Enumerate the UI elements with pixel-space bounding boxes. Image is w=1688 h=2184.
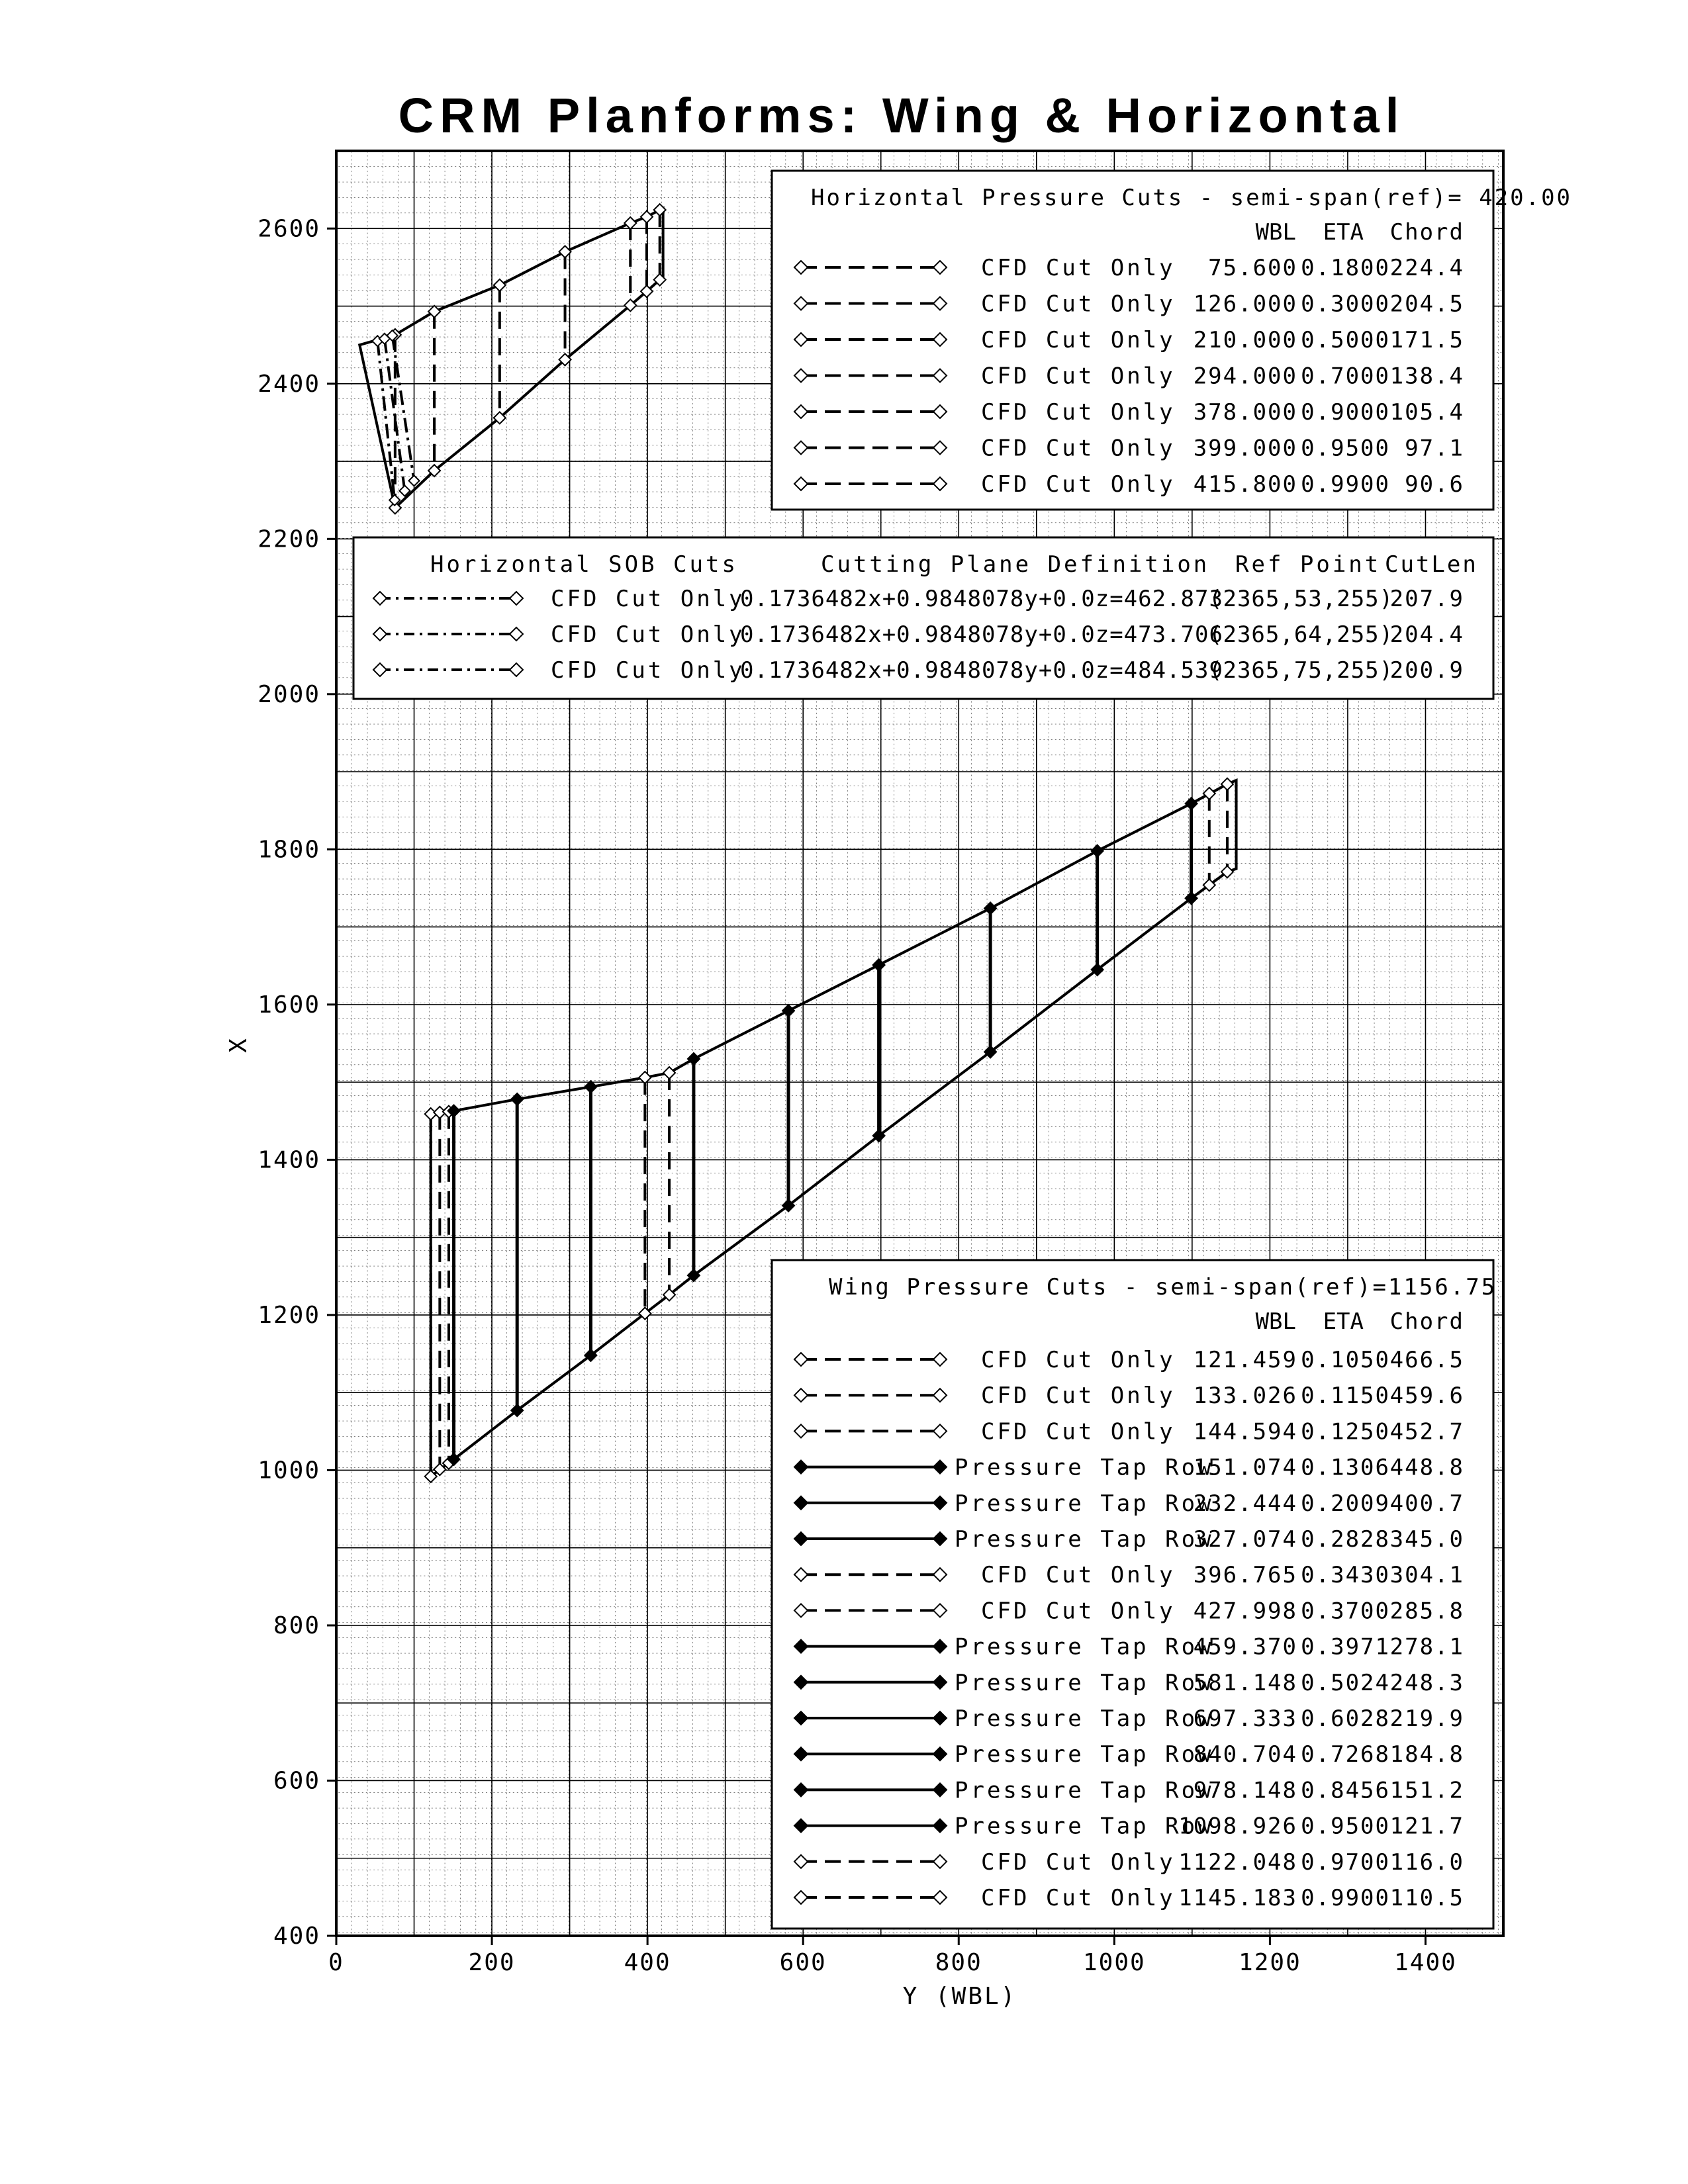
legend-wbl: 459.370 <box>1193 1633 1297 1661</box>
x-tick-label: 200 <box>468 1949 516 1976</box>
legend-cut-name: CFD Cut Only <box>981 291 1176 318</box>
legend-cut-name: Pressure Tap Row <box>955 1454 1214 1481</box>
legend-wbl: 396.765 <box>1193 1562 1297 1589</box>
legend-wbl: 581.148 <box>1193 1669 1297 1696</box>
x-tick-label: 600 <box>779 1949 827 1976</box>
y-tick-label: 1000 <box>258 1457 320 1484</box>
y-tick-label: 1800 <box>258 836 320 864</box>
legend-eta: 0.1800 <box>1301 255 1390 281</box>
legend-chord: 121.7 <box>1389 1813 1464 1840</box>
legend-cut-name: Pressure Tap Row <box>955 1526 1214 1553</box>
y-tick-label: 400 <box>273 1923 320 1950</box>
legend-wbl: 1145.183 <box>1178 1885 1297 1911</box>
legend-cut-name: Pressure Tap Row <box>955 1813 1214 1840</box>
legend-eta: 0.3971 <box>1301 1633 1390 1661</box>
legend-wbl: 1098.926 <box>1178 1813 1297 1840</box>
legend-eta: 0.5024 <box>1301 1669 1390 1696</box>
legend-cut-name: CFD Cut Only <box>981 1598 1176 1625</box>
horizontal-sob-legend <box>353 537 1493 699</box>
legend-eta: 0.6028 <box>1301 1706 1390 1732</box>
legend-plane: 0.1736482x+0.9848078y+0.0z=484.539 <box>740 657 1223 684</box>
legend-plane: 0.1736482x+0.9848078y+0.0z=462.873 <box>740 586 1223 612</box>
legend-eta: 0.3000 <box>1301 291 1390 318</box>
legend-plane: 0.1736482x+0.9848078y+0.0z=473.706 <box>740 621 1223 648</box>
legend-chord: 278.1 <box>1389 1633 1464 1661</box>
y-tick-label: 1400 <box>258 1146 320 1174</box>
legend-chord: 105.4 <box>1389 399 1464 426</box>
legend-cut-name: CFD Cut Only <box>981 471 1176 498</box>
legend-cut-name: CFD Cut Only <box>981 399 1176 426</box>
legend-eta: 0.7000 <box>1301 363 1390 390</box>
y-axis-label: X <box>225 1038 252 1053</box>
legend-wbl: 415.800 <box>1193 471 1297 498</box>
legend-header: ETA <box>1323 1308 1364 1335</box>
y-tick-label: 2600 <box>258 215 320 243</box>
legend-wbl: 126.000 <box>1193 291 1297 318</box>
legend-chord: 452.7 <box>1389 1418 1464 1445</box>
y-tick-label: 600 <box>273 1767 320 1795</box>
legend-wbl: 378.000 <box>1193 399 1297 426</box>
legend-eta: 0.9700 <box>1301 1848 1390 1876</box>
legend-chord: 171.5 <box>1389 327 1464 353</box>
legend-header: Cutting Plane Definition <box>821 551 1210 578</box>
y-tick-labels <box>258 215 336 1950</box>
legend-eta: 0.9500 <box>1301 435 1390 462</box>
legend-header: CutLen <box>1385 551 1478 578</box>
legend-title: Horizontal Pressure Cuts - semi-span(ref)= 420.00 <box>811 185 1573 211</box>
legend-wbl: 151.074 <box>1193 1454 1297 1481</box>
legend-eta: 0.3700 <box>1301 1598 1390 1625</box>
legend-chord: 448.8 <box>1389 1454 1464 1481</box>
legend-chord: 90.6 <box>1405 471 1464 498</box>
legend-cut-name: Pressure Tap Row <box>955 1633 1214 1661</box>
legend-chord: 204.5 <box>1389 291 1464 318</box>
legend-eta: 0.2009 <box>1301 1490 1390 1517</box>
y-tick-label: 800 <box>273 1612 320 1639</box>
legend-cut-name: CFD Cut Only <box>981 1383 1176 1410</box>
legend-wbl: 697.333 <box>1193 1706 1297 1732</box>
legend-header: Ref Point <box>1235 551 1382 578</box>
legend-chord: 224.4 <box>1389 255 1464 281</box>
x-tick-label: 0 <box>328 1949 344 1976</box>
legend-wbl: 978.148 <box>1193 1777 1297 1804</box>
x-axis-label: Y (WBL) <box>902 1983 1017 2010</box>
legend-chord: 184.8 <box>1389 1741 1464 1768</box>
legend-wbl: 840.704 <box>1193 1741 1297 1768</box>
legend-wbl: 427.998 <box>1193 1598 1297 1625</box>
legend-eta: 0.1306 <box>1301 1454 1390 1481</box>
legend-chord: 116.0 <box>1389 1848 1464 1876</box>
legend-header: Chord <box>1389 219 1464 246</box>
legend-chord: 110.5 <box>1389 1885 1464 1911</box>
legend-eta: 0.9000 <box>1301 399 1390 426</box>
legend-cut-name: Pressure Tap Row <box>955 1706 1214 1732</box>
legend-eta: 0.9900 <box>1301 1885 1390 1911</box>
legend-cutlen: 200.9 <box>1389 657 1464 684</box>
legend-header: ETA <box>1323 219 1364 246</box>
y-tick-label: 1200 <box>258 1301 320 1329</box>
legend-cut-name: Pressure Tap Row <box>955 1669 1214 1696</box>
legend-cut-name: CFD Cut Only <box>981 255 1176 281</box>
legend-chord: 345.0 <box>1389 1526 1464 1553</box>
legend-eta: 0.2828 <box>1301 1526 1390 1553</box>
x-tick-label: 400 <box>624 1949 671 1976</box>
legend-cut-name: CFD Cut Only <box>551 657 745 684</box>
y-tick-label: 2200 <box>258 525 320 553</box>
legend-cut-name: Pressure Tap Row <box>955 1490 1214 1517</box>
legend-chord: 400.7 <box>1389 1490 1464 1517</box>
y-tick-label: 2400 <box>258 370 320 398</box>
legend-cut-name: CFD Cut Only <box>981 1848 1176 1876</box>
legend-cut-name: Pressure Tap Row <box>955 1741 1214 1768</box>
legend-header: Chord <box>1389 1308 1464 1335</box>
legend-chord: 138.4 <box>1389 363 1464 390</box>
legend-ref-point: (2365,53,255) <box>1209 586 1394 612</box>
legend-ref-point: (2365,75,255) <box>1209 657 1394 684</box>
legend-cut-name: CFD Cut Only <box>981 1347 1176 1373</box>
legend-chord: 248.3 <box>1389 1669 1464 1696</box>
horizontal-pressure-legend <box>772 171 1572 510</box>
wing-pressure-legend <box>772 1260 1497 1929</box>
x-tick-label: 800 <box>935 1949 982 1976</box>
legend-chord: 304.1 <box>1389 1562 1464 1589</box>
legend-eta: 0.1150 <box>1301 1383 1390 1410</box>
legend-cut-name: Pressure Tap Row <box>955 1777 1214 1804</box>
chart-title: CRM Planforms: Wing & Horizontal <box>398 88 1405 143</box>
legend-cutlen: 204.4 <box>1389 621 1464 648</box>
legend-cut-name: CFD Cut Only <box>981 363 1176 390</box>
y-tick-label: 2000 <box>258 680 320 708</box>
legend-cut-name: CFD Cut Only <box>981 1885 1176 1911</box>
legend-wbl: 121.459 <box>1193 1347 1297 1373</box>
legend-title: Wing Pressure Cuts - semi-span(ref)=1156.75 <box>829 1274 1497 1300</box>
legend-cut-name: CFD Cut Only <box>981 435 1176 462</box>
legend-title: Horizontal SOB Cuts <box>430 551 738 578</box>
legend-wbl: 399.000 <box>1193 435 1297 462</box>
legend-wbl: 210.000 <box>1193 327 1297 353</box>
legend-wbl: 75.600 <box>1208 255 1297 281</box>
legend-eta: 0.7268 <box>1301 1741 1390 1768</box>
legend-chord: 97.1 <box>1405 435 1464 462</box>
legend-header: WBL <box>1255 1308 1296 1335</box>
legend-eta: 0.3430 <box>1301 1562 1390 1589</box>
legend-eta: 0.1050 <box>1301 1347 1390 1373</box>
legend-eta: 0.9900 <box>1301 471 1390 498</box>
legend-wbl: 232.444 <box>1193 1490 1297 1517</box>
legend-cut-name: CFD Cut Only <box>551 586 745 612</box>
legend-eta: 0.5000 <box>1301 327 1390 353</box>
x-tick-label: 1000 <box>1082 1949 1146 1976</box>
legend-wbl: 294.000 <box>1193 363 1297 390</box>
legend-chord: 459.6 <box>1389 1383 1464 1410</box>
legend-wbl: 1122.048 <box>1178 1848 1297 1876</box>
legend-wbl: 133.026 <box>1193 1383 1297 1410</box>
legend-chord: 219.9 <box>1389 1706 1464 1732</box>
legend-cut-name: CFD Cut Only <box>981 1418 1176 1445</box>
legend-cut-name: CFD Cut Only <box>981 1562 1176 1589</box>
legend-cutlen: 207.9 <box>1389 586 1464 612</box>
legend-header: WBL <box>1255 219 1296 246</box>
legend-eta: 0.9500 <box>1301 1813 1390 1840</box>
legend-chord: 151.2 <box>1389 1777 1464 1804</box>
legend-wbl: 144.594 <box>1193 1418 1297 1445</box>
x-tick-label: 1200 <box>1239 1949 1301 1976</box>
legend-chord: 466.5 <box>1389 1347 1464 1373</box>
legend-wbl: 327.074 <box>1193 1526 1297 1553</box>
legend-chord: 285.8 <box>1389 1598 1464 1625</box>
x-tick-labels <box>328 1936 1457 1976</box>
y-tick-label: 1600 <box>258 991 320 1019</box>
legend-cut-name: CFD Cut Only <box>551 621 745 648</box>
legend-eta: 0.8456 <box>1301 1777 1390 1804</box>
x-tick-label: 1400 <box>1394 1949 1457 1976</box>
legend-eta: 0.1250 <box>1301 1418 1390 1445</box>
legend-ref-point: (2365,64,255) <box>1209 621 1394 648</box>
legend-cut-name: CFD Cut Only <box>981 327 1176 353</box>
